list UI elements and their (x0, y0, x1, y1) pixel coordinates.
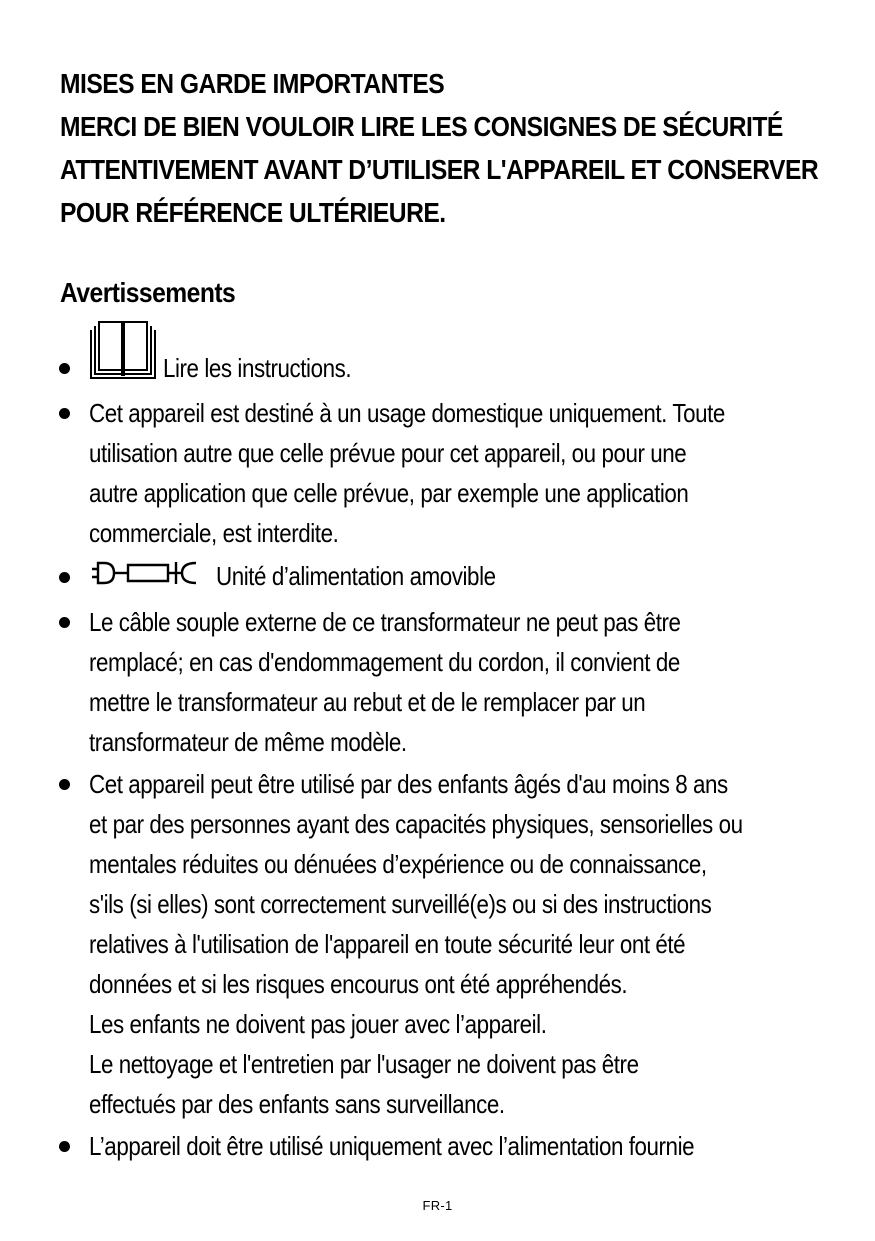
bullet-icon (59, 363, 70, 374)
list-item-text: utilisation autre que celle prévue pour cet appareil, ou pour une (89, 438, 687, 468)
list-item-text: relatives à l'utilisation de l'appareil en toute sécurité leur ont été (89, 929, 686, 959)
list-item-text: Cet appareil peut être utilisé par des enfants âgés d'au moins 8 ans (89, 769, 728, 799)
bullet-icon (59, 408, 70, 419)
list-item-text: Lire les instructions. (163, 353, 352, 383)
list-item-text: s'ils (si elles) sont correctement surveillé(e)s ou si des instructions (89, 889, 712, 919)
warnings-title: Avertissements (60, 277, 236, 308)
list-item-text: autre application que celle prévue, par exemple une application (89, 478, 689, 508)
list-item-text: mettre le transformateur au rebut et de le remplacer par un (89, 687, 646, 717)
list-item-text: et par des personnes ayant des capacités physiques, sensorielles ou (89, 809, 743, 839)
list-item-text: remplacé; en cas d'endommagement du cordon, il convient de (89, 647, 680, 677)
list-item-text: mentales réduites ou dénuées d’expérience ou de connaissance, (89, 849, 707, 879)
list-item-text: Unité d’alimentation amovible (216, 561, 496, 591)
heading-line: MISES EN GARDE IMPORTANTES (60, 68, 445, 99)
list-item-text: données et si les risques encourus ont été appréhendés. (89, 969, 628, 999)
detachable-power-supply-icon (92, 560, 202, 586)
list-item-text: commerciale, est interdite. (89, 518, 339, 548)
bullet-icon (59, 779, 70, 790)
bullet-icon (59, 1141, 70, 1152)
list-item-text: Le nettoyage et l'entretien par l'usager ne doivent pas être (89, 1049, 639, 1079)
list-item-text: Les enfants ne doivent pas jouer avec l’appareil. (89, 1009, 547, 1039)
heading-line: MERCI DE BIEN VOULOIR LIRE LES CONSIGNES DE SÉCURITÉ (60, 111, 783, 142)
bullet-icon (59, 572, 70, 583)
list-item-text: effectués par des enfants sans surveillance. (89, 1089, 505, 1119)
book-icon (89, 318, 157, 380)
heading-line: ATTENTIVEMENT AVANT D’UTILISER L'APPAREIL ET CONSERVER (60, 154, 819, 185)
list-item-text: transformateur de même modèle. (89, 727, 407, 757)
important-safeguards-heading (60, 62, 819, 234)
list-item-text: Cet appareil est destiné à un usage domestique uniquement. Toute (89, 398, 725, 428)
list-item-text: L’appareil doit être utilisé uniquement avec l’alimentation fournie (89, 1131, 695, 1161)
heading-line: POUR RÉFÉRENCE ULTÉRIEURE. (60, 197, 446, 228)
bullet-icon (59, 617, 70, 628)
list-item-text: Le câble souple externe de ce transformateur ne peut pas être (89, 607, 681, 637)
page-number: FR-1 (422, 1198, 453, 1213)
